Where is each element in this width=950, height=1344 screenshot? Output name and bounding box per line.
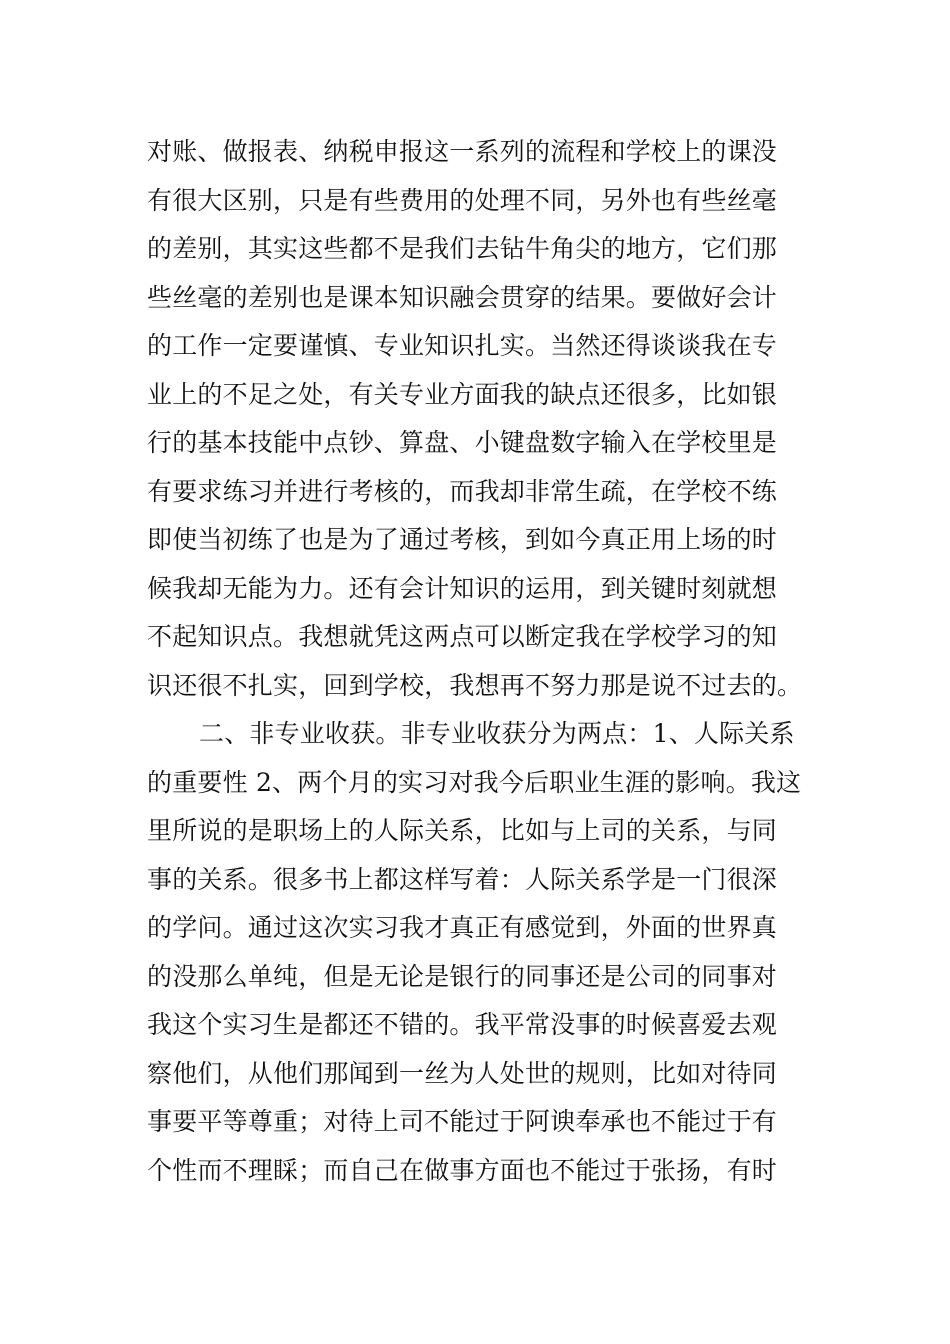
text-line: 有要求练习并进行考核的，而我却非常生疏，在学校不练 [147, 476, 778, 506]
text-line: 对账、做报表、纳税申报这一系列的流程和学校上的课没 [147, 137, 778, 166]
text-line: 候我却无能为力。还有会计知识的运用，到关键时刻就想 [147, 573, 778, 603]
text-line: 察他们，从他们那闻到一丝为人处世的规则，比如对待同 [147, 1058, 778, 1088]
text-line: 业上的不足之处，有关专业方面我的缺点还很多，比如银 [147, 379, 778, 409]
paragraph-start-line: 二、非专业收获。非专业收获分为两点：1、人际关系 [199, 719, 795, 748]
text-line: 事要平等尊重；对待上司不能过于阿谀奉承也不能过于有 [147, 1107, 778, 1136]
text-line: 的工作一定要谨慎、专业知识扎实。当然还得谈谈我在专 [147, 331, 778, 360]
body-text [147, 128, 817, 1195]
text-line: 的重要性 2、两个月的实习对我今后职业生涯的影响。我这 [147, 767, 802, 797]
text-line: 的学问。通过这次实习我才真正有感觉到，外面的世界真 [147, 913, 778, 942]
text-line: 有很大区别，只是有些费用的处理不同，另外也有些丝毫 [147, 185, 778, 215]
text-line: 我这个实习生是都还不错的。我平常没事的时候喜爱去观 [147, 1010, 778, 1039]
text-line: 不起知识点。我想就凭这两点可以断定我在学校学习的知 [147, 622, 778, 651]
text-line: 事的关系。很多书上都这样写着：人际关系学是一门很深 [147, 864, 778, 894]
text-line: 即使当初练了也是为了通过考核，到如今真正用上场的时 [147, 525, 778, 554]
text-line: 里所说的是职场上的人际关系，比如与上司的关系，与同 [147, 816, 778, 845]
text-line: 的差别，其实这些都不是我们去钻牛角尖的地方，它们那 [147, 234, 778, 263]
text-line: 些丝毫的差别也是课本知识融会贯穿的结果。要做好会计 [147, 282, 778, 312]
text-line: 的没那么单纯，但是无论是银行的同事还是公司的同事对 [147, 961, 778, 991]
text-line: 行的基本技能中点钞、算盘、小键盘数字输入在学校里是 [147, 428, 778, 457]
text-line: 个性而不理睬；而自己在做事方面也不能过于张扬，有时 [147, 1155, 778, 1185]
text-line: 识还很不扎实，回到学校，我想再不努力那是说不过去的。 [147, 670, 803, 700]
